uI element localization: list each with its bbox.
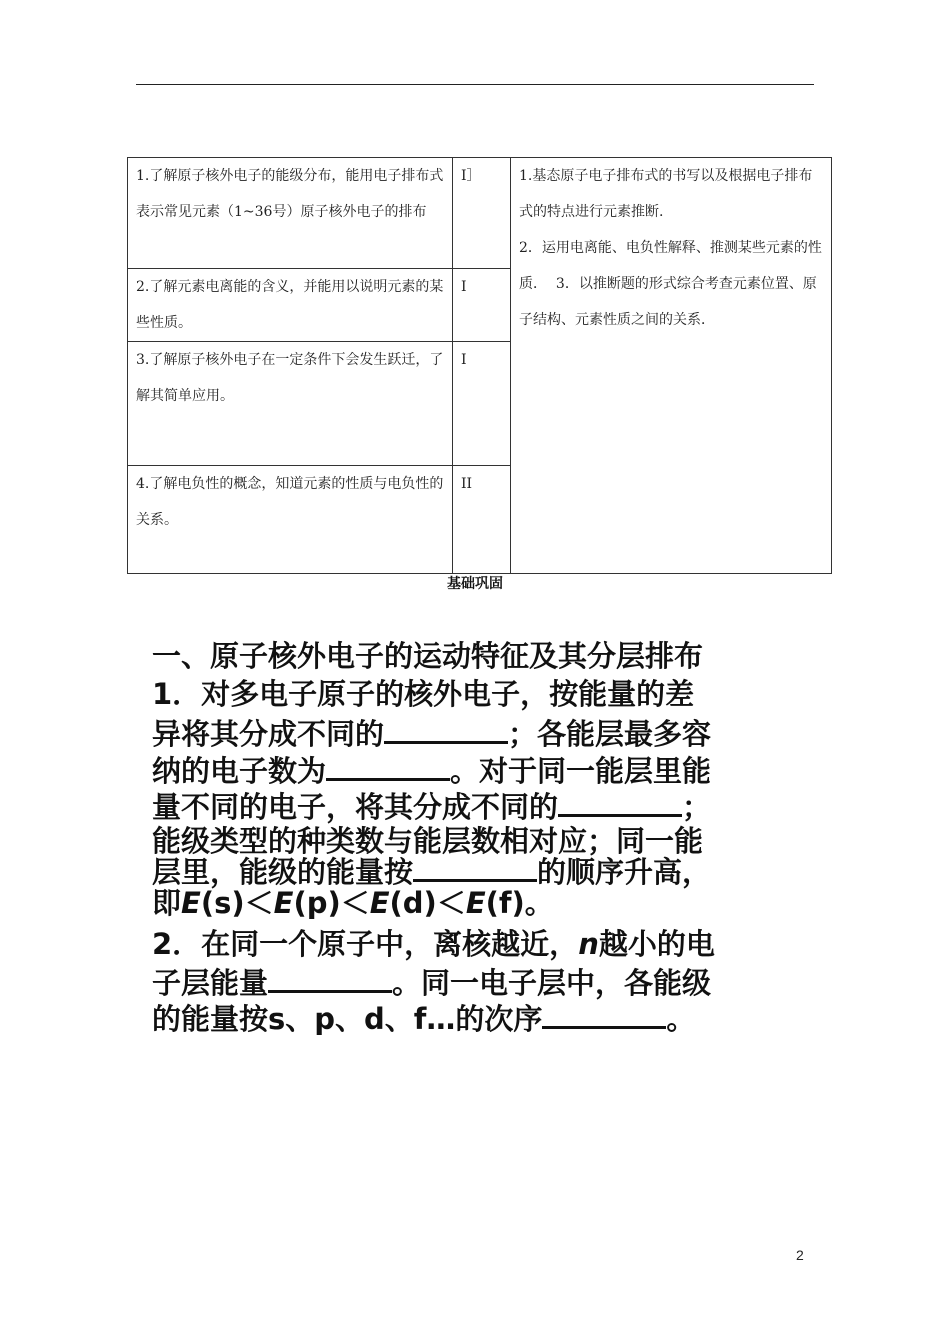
orbital-s: (s)	[200, 886, 245, 920]
q1-line-4	[152, 786, 766, 825]
requirement-cell-3: 3.了解原子核外电子在一定条件下会发生跃迁，了解其简单应用。	[128, 342, 453, 466]
fill-blank-6[interactable]	[542, 998, 666, 1029]
requirement-cell-2: 2.了解元素电离能的含义，并能用以说明元素的某些性质。	[128, 269, 453, 342]
q1-line-3	[152, 750, 766, 789]
orbital-p: (p)	[293, 886, 341, 920]
header-rule	[136, 84, 814, 85]
q2-text: 的能量按s、p、d、f…的次序	[152, 1002, 543, 1036]
q2-text: 2．在同一个原子中，离核越近，	[152, 927, 579, 961]
q1-text: ；	[682, 790, 712, 824]
q2-text: 。同一电子层中，各能级	[392, 966, 712, 1000]
less-than: ＜	[340, 886, 370, 920]
level-cell-3: I	[453, 342, 511, 466]
section-heading: 一、原子核外电子的运动特征及其分层排布	[152, 639, 704, 673]
q2-line-2	[152, 962, 766, 1001]
q1-line-2	[152, 713, 766, 752]
exam-note-2: 2．运用电离能、电负性解释、推测某些元素的性质．	[519, 240, 822, 292]
q1-text: 即	[152, 886, 182, 920]
level-cell-4: II	[453, 466, 511, 574]
level-cell-2: I	[453, 269, 511, 342]
q1-text: ；各能层最多容	[508, 717, 712, 751]
exam-note-3: 3．以推断题的形式综合考查元素位置、原子结构、元素性质之间的关系．	[519, 276, 817, 328]
q1-text: 量不同的电子，将其分成不同的	[152, 790, 559, 824]
q1-text: 。对于同一能层里能	[450, 754, 712, 788]
exam-note-2-3	[519, 230, 825, 338]
q1-text: 层里，能级的能量按	[152, 855, 414, 889]
energy-symbol: E	[273, 886, 294, 920]
energy-symbol: E	[181, 886, 201, 920]
q2-line-1	[152, 926, 766, 962]
q2-text: 越小的电	[598, 927, 715, 961]
orbital-f: (f)	[485, 886, 525, 920]
orbital-d: (d)	[389, 886, 437, 920]
q1-text: 的顺序升高，	[537, 855, 712, 889]
page-number: 2	[796, 1247, 804, 1263]
exam-notes-cell	[511, 158, 832, 574]
energy-symbol: E	[465, 886, 486, 920]
q2-line-3	[152, 998, 766, 1037]
fill-blank-3[interactable]	[558, 786, 682, 817]
q1-line-7	[152, 885, 766, 921]
requirement-cell-1: 1.了解原子核外电子的能级分布，能用电子排布式表示常见元素（1~36号）原子核外电子的排布	[128, 158, 453, 269]
q1-line-5: 能级类型的种类数与能层数相对应；同一能	[152, 824, 704, 858]
fill-blank-4[interactable]	[413, 851, 537, 882]
section-caption: 基础巩固	[447, 576, 503, 592]
q1-line-1: 1．对多电子原子的核外电子，按能量的差	[152, 677, 695, 711]
less-than: ＜	[436, 886, 466, 920]
q1-text: 。	[524, 886, 554, 920]
requirement-cell-4: 4.了解电负性的概念，知道元素的性质与电负性的关系。	[128, 466, 453, 574]
fill-blank-1[interactable]	[384, 713, 508, 744]
q2-text: 子层能量	[152, 966, 269, 1000]
fill-blank-5[interactable]	[268, 962, 392, 993]
fill-blank-2[interactable]	[326, 750, 450, 781]
exam-note-1: 1.基态原子电子排布式的书写以及根据电子排布式的特点进行元素推断.	[519, 168, 813, 220]
less-than: ＜	[244, 886, 274, 920]
n-symbol: n	[578, 927, 599, 961]
q1-text: 异将其分成不同的	[152, 717, 385, 751]
q2-text: 。	[666, 1002, 696, 1036]
requirements-table	[127, 157, 832, 574]
energy-symbol: E	[369, 886, 390, 920]
level-cell-1: I］	[453, 158, 511, 269]
q1-text: 纳的电子数为	[152, 754, 327, 788]
